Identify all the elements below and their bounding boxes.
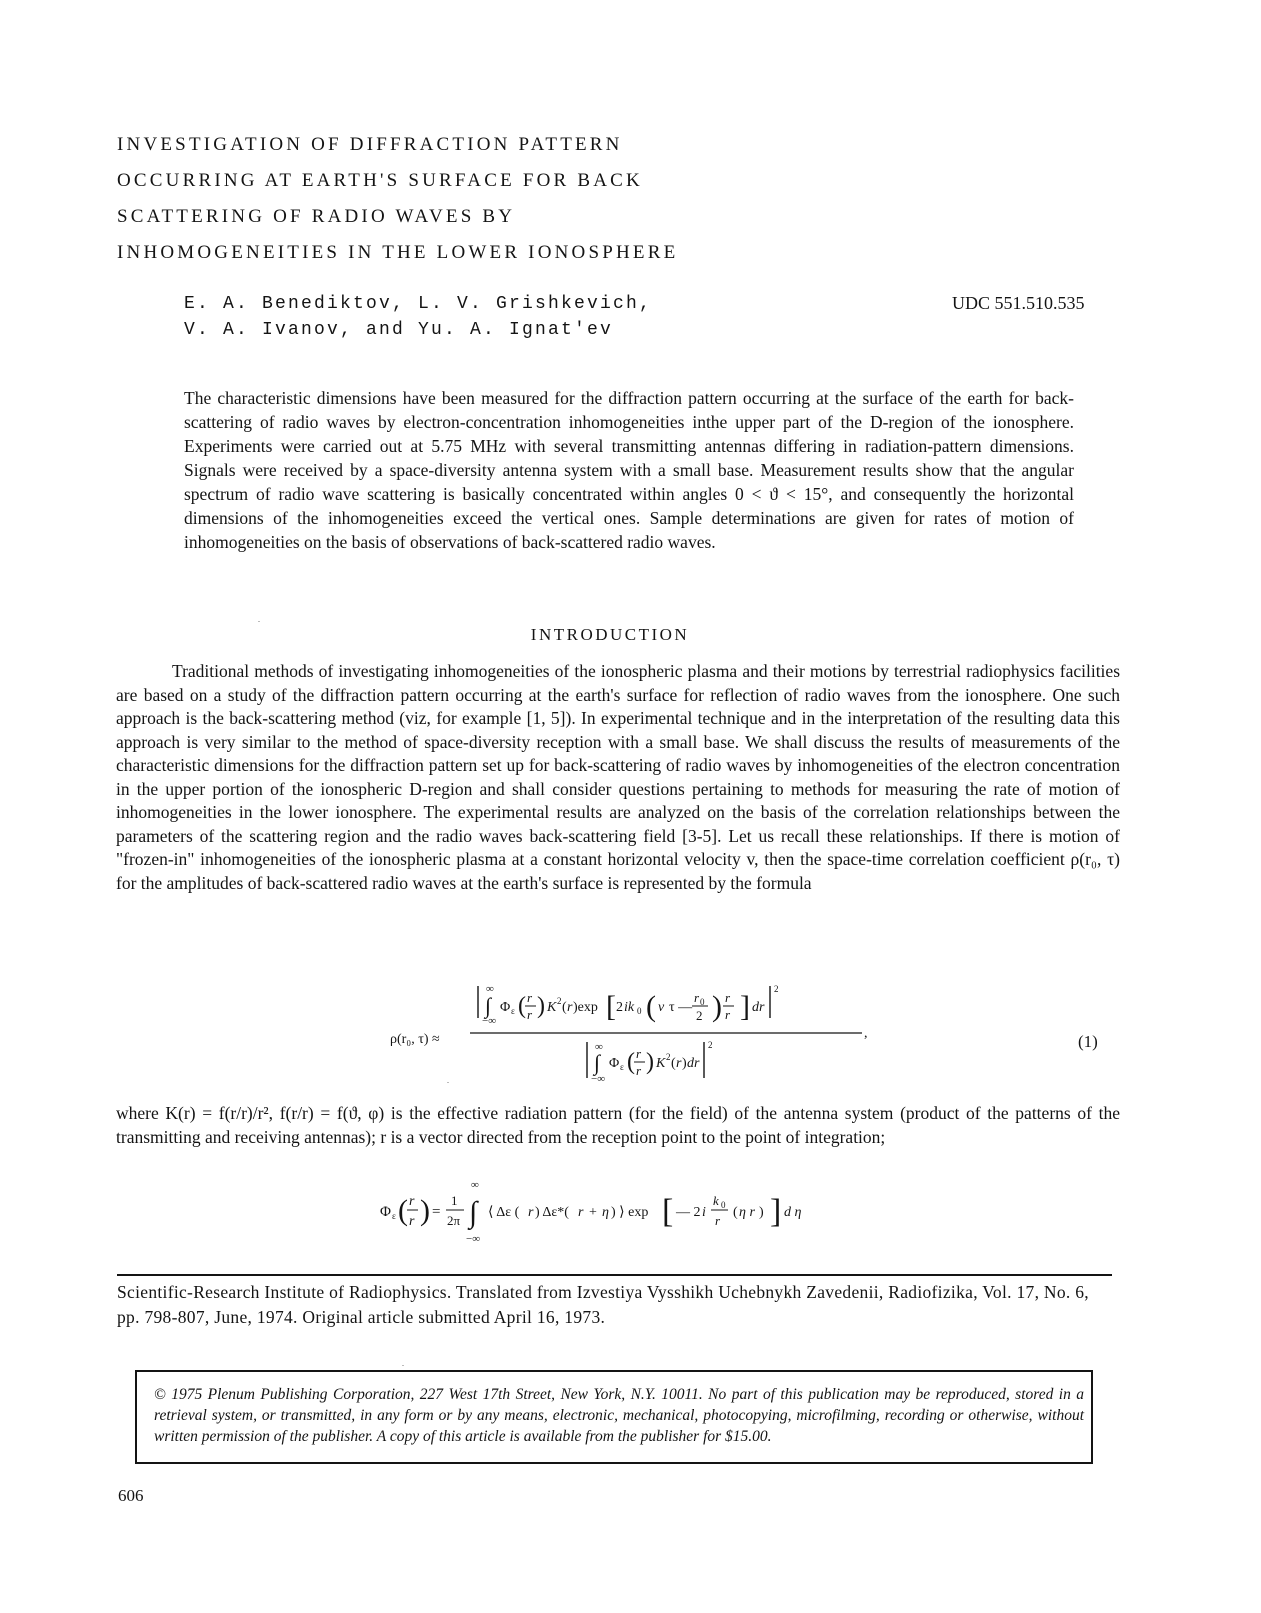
abstract-text: The characteristic dimensions have been measured for the diffraction pattern occurring at the surface of the earth for back-scattering of radio waves by electron-concentration inhomogeneities inthe upper part of the D-region of the ionosphere. Experiments were carried out at 5.75 MHz with several transmitting antennas differing in radiation-pattern dimensions. Signals were received by a space-diversity antenna system with a small base. Measurement results show that the angular spectrum of radio wave scattering is basically concentrated within angles 0 < ϑ < 15°, and consequently the horizontal dimensions of the inhomogeneities exceed the vertical ones. Sample determinations are given for rates of motion of inhomogeneities on the basis of observations of back-scattered radio waves. <box>184 388 1074 552</box>
svg-text:r: r <box>527 1007 533 1022</box>
svg-text:)exp: )exp <box>573 1000 598 1015</box>
svg-text:dr: dr <box>687 1056 700 1071</box>
svg-text:r: r <box>725 990 731 1005</box>
svg-text:i: i <box>702 1205 706 1220</box>
svg-text:r: r <box>527 990 533 1005</box>
svg-text:r: r <box>636 1046 642 1061</box>
svg-text:Φ: Φ <box>380 1204 391 1220</box>
svg-text:(: ( <box>518 993 526 1019</box>
svg-text:Φ: Φ <box>500 1000 511 1015</box>
svg-text:−∞: −∞ <box>482 1015 497 1027</box>
equation-1 <box>390 978 870 1093</box>
svg-text:]: ] <box>740 990 750 1023</box>
svg-text:+: + <box>589 1205 597 1220</box>
svg-text:r: r <box>567 1000 573 1015</box>
svg-text:2: 2 <box>616 1000 623 1015</box>
where-text: where K(r) = f(r/r)/r², f(r/r) = f(ϑ, φ) is the effective radiation pattern (for the field) of the antenna system (product of the patterns of the transmitting and receiving antennas); r is a vector directed from the reception point to the point of integration; <box>116 1103 1120 1147</box>
svg-text:η: η <box>602 1205 609 1220</box>
author-list <box>184 291 652 343</box>
svg-text:⟨ Δε (: ⟨ Δε ( <box>488 1205 520 1220</box>
equation-2 <box>380 1180 880 1255</box>
svg-text:(: ( <box>733 1205 738 1220</box>
scan-speck <box>447 1082 449 1083</box>
author-line-2: V. A. Ivanov, and Yu. A. Ignat'ev <box>184 320 614 340</box>
svg-text:r: r <box>676 1056 682 1071</box>
scan-speck <box>258 621 260 622</box>
abstract <box>184 386 1074 554</box>
svg-text:∞: ∞ <box>595 1041 603 1053</box>
svg-text:]: ] <box>770 1193 782 1230</box>
svg-text:η r: η r <box>739 1205 755 1220</box>
svg-text:K: K <box>547 1000 557 1015</box>
svg-text:): ) <box>537 993 545 1019</box>
title-line-1: INVESTIGATION OF DIFFRACTION PATTERN <box>117 134 623 155</box>
svg-text:2: 2 <box>666 1052 671 1062</box>
svg-text:τ —: τ — <box>669 1000 693 1015</box>
svg-text:0: 0 <box>637 1006 642 1016</box>
author-line-1: E. A. Benediktov, L. V. Grishkevich, <box>184 294 653 314</box>
footnote <box>117 1280 1092 1330</box>
svg-text:[: [ <box>606 990 616 1023</box>
page-number: 606 <box>118 1486 144 1505</box>
title-line-3: SCATTERING OF RADIO WAVES BY <box>117 206 516 227</box>
scan-speck <box>402 1365 404 1366</box>
svg-text:∞: ∞ <box>486 983 494 995</box>
svg-text:dr: dr <box>752 1000 765 1015</box>
udc-code: UDC 551.510.535 <box>952 293 1085 313</box>
svg-text:) Δε*(: ) Δε*( <box>535 1205 569 1220</box>
svg-text:ik: ik <box>624 1000 635 1015</box>
svg-text:(: ( <box>562 1000 567 1015</box>
where-paragraph <box>116 1101 1120 1149</box>
footnote-text: Scientific-Research Institute of Radiophysics. Translated from Izvestiya Vysshikh Uchebnykh Zavedenii, Radiofizika, Vol. 17, No. 6, pp. 798-807, June, 1974. Original article submitted April 16, 1973. <box>117 1282 1089 1327</box>
svg-text:∫: ∫ <box>485 993 492 1018</box>
svg-text:): ) <box>759 1205 764 1220</box>
svg-text:r: r <box>528 1205 534 1220</box>
svg-text:d η: d η <box>784 1205 802 1220</box>
svg-text:2: 2 <box>557 996 562 1006</box>
svg-text:r: r <box>409 1194 415 1209</box>
svg-text:∞: ∞ <box>471 1180 479 1191</box>
svg-text:2π: 2π <box>447 1213 461 1228</box>
svg-text:): ) <box>646 1049 654 1075</box>
svg-text:∫: ∫ <box>594 1050 601 1075</box>
title-line-2: OCCURRING AT EARTH'S SURFACE FOR BACK <box>117 170 643 191</box>
title-line-4: INHOMOGENEITIES IN THE LOWER IONOSPHERE <box>117 242 679 263</box>
svg-text:ε: ε <box>392 1211 396 1221</box>
footnote-divider <box>117 1274 1112 1276</box>
copyright-box <box>135 1370 1093 1464</box>
svg-text:ε: ε <box>511 1006 515 1016</box>
svg-text:0: 0 <box>700 997 705 1007</box>
svg-text:2: 2 <box>774 984 779 994</box>
svg-text:2: 2 <box>696 1008 703 1023</box>
equation-1-lhs: ρ(r₀, τ) ≈ <box>390 1032 440 1047</box>
svg-text:−∞: −∞ <box>591 1073 606 1085</box>
intro-paragraph: Traditional methods of investigating inhomogeneities of the ionospheric plasma and their motions by terrestrial radiophysics facilities are based on a study of the diffraction pattern occurring at the earth's surface for reflection of radio waves from the ionosphere. One such approach is the back-scattering method (viz, for example [1, 5]). In experimental technique and in the interpretation of the resulting data this approach is very similar to the method of space-diversity reception with a small base. We shall discuss the results of measurements of the characteristic dimensions for the diffraction pattern set up for back-scattering of radio waves by inhomogeneities of the electron concentration in the upper portion of the ionospheric D-region and shall consider questions pertaining to methods for measuring the rate of motion of inhomogeneities in the lower ionosphere. The experimental results are analyzed on the basis of the correlation relationships between the parameters of the scattering region and the radio waves back-scattering field [3-5]. Let us recall these relationships. If there is motion of "frozen-in" inhomogeneities of the ionospheric plasma at a constant horizontal velocity v, then the space-time correlation coefficient ρ(r₀, τ) for the amplitudes of back-scattered radio waves at the earth's surface is represented by the formula <box>116 661 1120 893</box>
svg-text:2: 2 <box>708 1040 713 1050</box>
svg-text:1: 1 <box>451 1193 458 1208</box>
equation-1-graphic <box>390 978 870 1088</box>
svg-text:r: r <box>725 1007 731 1022</box>
svg-text:−∞: −∞ <box>466 1233 481 1245</box>
svg-text:r: r <box>715 1213 721 1228</box>
svg-text:=: = <box>432 1204 441 1220</box>
svg-text:Φ: Φ <box>609 1056 620 1071</box>
svg-text:k: k <box>713 1193 719 1208</box>
svg-text:r: r <box>636 1063 642 1078</box>
section-heading-introduction: INTRODUCTION <box>530 625 690 644</box>
svg-text:,: , <box>864 1026 868 1041</box>
copyright-text: © 1975 Plenum Publishing Corporation, 227 West 17th Street, New York, N.Y. 10011. No part of this publication may be reproduced, stored in a retrieval system, or transmitted, in any form or by any means, electronic, mechanical, photocopying, microfilming, recording or otherwise, without written permission of the publisher. A copy of this article is available from the publisher for $15.00. <box>154 1386 1084 1445</box>
svg-text:(: ( <box>671 1056 676 1071</box>
introduction-body <box>116 660 1120 895</box>
svg-text:0: 0 <box>721 1200 726 1210</box>
svg-text:(: ( <box>646 990 656 1023</box>
svg-text:v: v <box>658 1000 665 1015</box>
svg-text:K: K <box>656 1056 666 1071</box>
svg-text:): ) <box>682 1056 687 1071</box>
svg-text:ε: ε <box>620 1062 624 1072</box>
svg-text:) ⟩ exp: ) ⟩ exp <box>611 1205 649 1220</box>
svg-text:r: r <box>578 1205 584 1220</box>
svg-text:): ) <box>420 1194 430 1227</box>
svg-text:[: [ <box>662 1193 674 1230</box>
equation-2-graphic <box>380 1180 880 1250</box>
equation-1-number: (1) <box>1078 1032 1098 1051</box>
svg-text:— 2: — 2 <box>676 1205 701 1220</box>
svg-text:r: r <box>409 1214 415 1229</box>
svg-text:): ) <box>712 990 722 1023</box>
svg-text:(: ( <box>398 1194 408 1227</box>
svg-text:∫: ∫ <box>469 1196 478 1229</box>
svg-text:(: ( <box>627 1049 635 1075</box>
svg-text:r: r <box>694 990 700 1005</box>
